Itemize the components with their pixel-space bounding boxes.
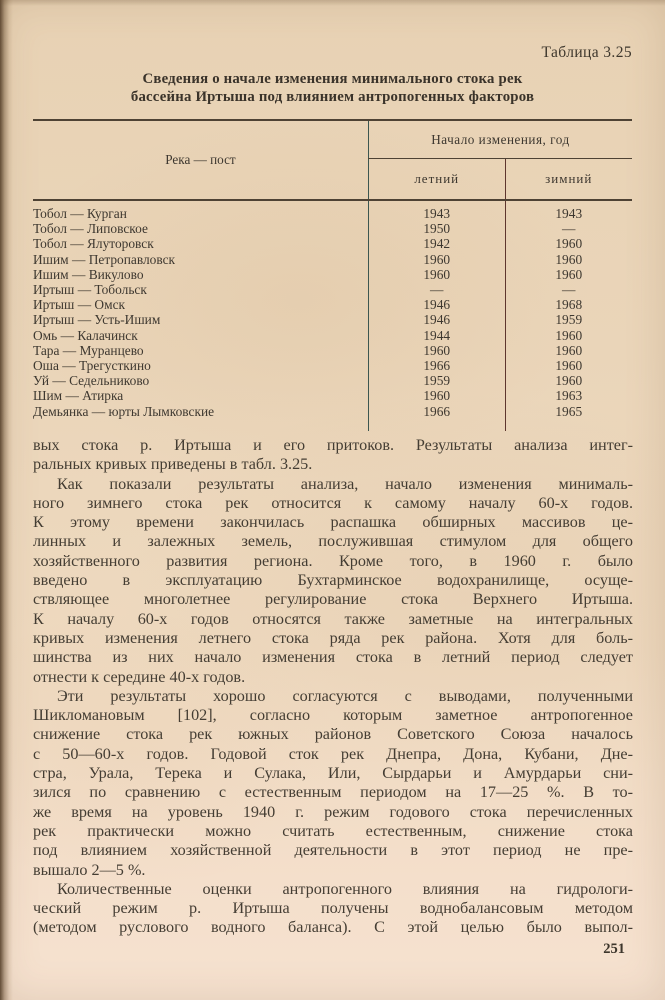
table-title-line1: Сведения о начале изменения минимального стока рек <box>142 71 523 87</box>
summer-year-cell: 1943 <box>368 200 505 221</box>
text-line: ральных кривых приведены в табл. 3.25. <box>33 455 313 474</box>
text-line: К началу 60-х годов относятся также заметные на интегральных <box>33 609 633 628</box>
river-post-cell: Тобол — Ялуторовск <box>33 236 154 252</box>
summer-year-cell: 1944 <box>368 328 505 343</box>
summer-year-cell: 1966 <box>368 358 505 373</box>
table-row <box>33 236 632 251</box>
summer-year-cell: 1960 <box>368 388 505 403</box>
table-row <box>33 404 632 419</box>
winter-year-cell: 1959 <box>505 312 632 327</box>
table-header <box>33 120 632 200</box>
table-body <box>33 200 632 431</box>
text-line: линных и залежных земель, послужившая стимулом для общего <box>33 532 633 551</box>
winter-year-cell: 1960 <box>505 267 632 282</box>
text-line: Как показали результаты анализа, начало изменения минималь- <box>57 474 633 493</box>
winter-year-cell: 1960 <box>505 252 632 267</box>
spacer-cell <box>368 419 505 431</box>
table-spacer-row <box>33 419 632 431</box>
text-line: вышало 2—5 %. <box>33 860 146 879</box>
summer-year-cell: 1942 <box>368 236 505 251</box>
winter-year-cell: 1963 <box>505 388 632 403</box>
winter-year-cell: — <box>505 282 632 297</box>
river-post-cell: Омь — Калачинск <box>33 327 138 343</box>
text-line: же время на уровень 1940 г. режим годового стока перечисленных <box>33 802 633 821</box>
body-text <box>33 436 633 938</box>
river-post-cell: Ишим — Петропавловск <box>33 251 176 267</box>
winter-year-cell: 1943 <box>505 200 632 221</box>
summer-year-cell: 1946 <box>368 312 505 327</box>
spacer-cell <box>505 419 632 431</box>
table-title <box>0 70 665 106</box>
summer-year-cell: 1966 <box>368 404 505 419</box>
summer-year-cell: — <box>368 282 505 297</box>
summer-year-cell: 1960 <box>368 252 505 267</box>
page-number: 251 <box>603 941 625 957</box>
table-row <box>33 221 632 236</box>
river-post-cell: Тобол — Курган <box>33 206 127 221</box>
river-post-cell: Оша — Трегусткино <box>33 358 151 374</box>
text-line: Эти результаты хорошо согласуются с выводами, полученными <box>57 686 633 705</box>
scan-top-shadow <box>0 0 665 6</box>
table-row <box>33 200 632 221</box>
table-title-line2: бассейна Иртыша под влиянием антропогенных факторов <box>130 89 535 105</box>
summer-year-cell: 1960 <box>368 343 505 358</box>
text-line: с 50—60-х годов. Годовой сток рек Днепра, Дона, Кубани, Дне- <box>33 744 633 763</box>
text-line: зился по сравнению с естественным периодом на 17—25 %. В то- <box>33 783 633 802</box>
winter-year-cell: 1960 <box>505 343 632 358</box>
winter-year-cell: 1960 <box>505 328 632 343</box>
table-row <box>33 328 632 343</box>
river-post-cell: Иртыш — Омск <box>33 297 126 313</box>
column-header-winter: зимний <box>505 159 632 201</box>
river-post-cell: Уй — Седельниково <box>33 373 150 389</box>
table-row <box>33 388 632 403</box>
table-row <box>33 297 632 312</box>
text-line: ческий режим р. Иртыша получены воднобалансовым методом <box>33 899 633 918</box>
table-row <box>33 282 632 297</box>
river-post-cell: Тара — Муранцево <box>33 342 144 358</box>
column-header-river-post: Река — пост <box>33 120 368 200</box>
winter-year-cell: 1960 <box>505 358 632 373</box>
text-line: под влиянием хозяйственной деятельности в этот период не пре- <box>33 841 633 860</box>
spacer-cell <box>33 419 368 431</box>
text-line: кривых изменения летнего стока ряда рек района. Хотя для боль- <box>33 628 633 647</box>
text-line: отнести к середине 40-х годов. <box>33 667 246 686</box>
winter-year-cell: 1960 <box>505 373 632 388</box>
scan-edge-shadow <box>0 0 13 1000</box>
river-post-cell: Тобол — Липовское <box>33 221 148 237</box>
river-post-cell: Ишим — Викулово <box>33 266 144 282</box>
text-line: (методом руслового водного баланса). С этой целью было выпол- <box>33 918 633 937</box>
text-line: рек практически можно считать естественным, снижение стока <box>33 821 633 840</box>
table-row <box>33 373 632 388</box>
text-line: введено в эксплуатацию Бухтарминское водохранилище, осуще- <box>33 571 633 590</box>
winter-year-cell: 1965 <box>505 404 632 419</box>
river-post-cell: Шим — Атирка <box>33 388 124 404</box>
text-line: хозяйственного развития региона. Кроме того, в 1960 г. было <box>33 551 633 570</box>
table-row <box>33 343 632 358</box>
table-row <box>33 358 632 373</box>
text-line: снижение стока рек южных районов Советского Союза началось <box>33 725 633 744</box>
river-post-cell: Иртыш — Усть-Ишим <box>33 312 161 328</box>
summer-year-cell: 1960 <box>368 267 505 282</box>
column-header-change-start: Начало изменения, год <box>368 120 632 159</box>
text-line: вых стока р. Иртыша и его притоков. Результаты анализа интег- <box>33 436 633 454</box>
text-line: стра, Урала, Терека и Сулака, Или, Сырдарьи и Амурдарьи сни- <box>33 764 633 783</box>
column-header-summer: летний <box>368 159 505 201</box>
text-line: ствляющее многолетнее регулирование стока Верхнего Иртыша. <box>33 590 633 609</box>
winter-year-cell: 1968 <box>505 297 632 312</box>
winter-year-cell: — <box>505 221 632 236</box>
summer-year-cell: 1959 <box>368 373 505 388</box>
river-post-cell: Демьянка — юрты Лымковские <box>33 403 215 419</box>
table-row <box>33 252 632 267</box>
table-caption: Таблица 3.25 <box>541 44 632 61</box>
winter-year-cell: 1960 <box>505 236 632 251</box>
data-table <box>33 119 632 431</box>
text-line: шинства из них начало изменения стока в летний период следует <box>33 648 633 667</box>
summer-year-cell: 1946 <box>368 297 505 312</box>
summer-year-cell: 1950 <box>368 221 505 236</box>
river-post-cell: Иртыш — Тобольск <box>33 282 147 298</box>
table-row <box>33 267 632 282</box>
text-line: Шикломановым [102], согласно которым заметное антропогенное <box>33 706 633 725</box>
table-row <box>33 312 632 327</box>
text-line: Количественные оценки антропогенного влияния на гидрологи- <box>57 879 633 898</box>
text-line: К этому времени закончилась распашка обширных массивов це- <box>33 513 633 532</box>
text-line: ного зимнего стока рек относится к самому началу 60-х годов. <box>33 493 633 512</box>
